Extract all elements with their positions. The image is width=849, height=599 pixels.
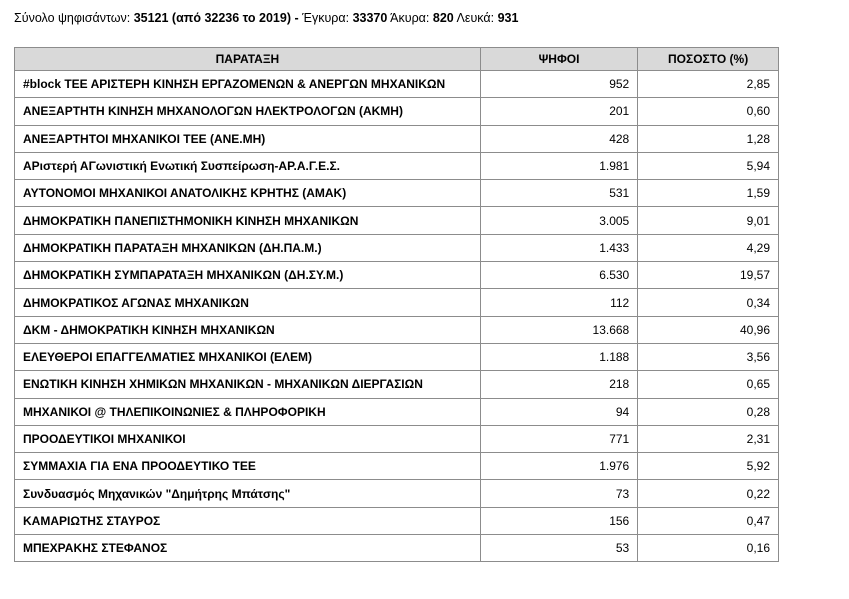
party-cell: ΣΥΜΜΑΧΙΑ ΓΙΑ ΕΝΑ ΠΡΟΟΔΕΥΤΙΚΟ ΤΕΕ xyxy=(15,453,481,480)
table-row xyxy=(15,98,779,125)
votes-cell: 1.433 xyxy=(480,234,637,261)
votes-cell: 53 xyxy=(480,535,637,562)
percent-cell: 0,28 xyxy=(638,398,779,425)
table-row xyxy=(15,480,779,507)
table-row xyxy=(15,71,779,98)
percent-cell: 0,34 xyxy=(638,289,779,316)
party-cell: ΔΗΜΟΚΡΑΤΙΚΗ ΠΑΝΕΠΙΣΤΗΜΟΝΙΚΗ ΚΙΝΗΣΗ ΜΗΧΑΝΙΚΩΝ xyxy=(15,207,481,234)
vote-summary xyxy=(14,10,518,26)
party-cell: ΔΗΜΟΚΡΑΤΙΚΟΣ ΑΓΩΝΑΣ ΜΗΧΑΝΙΚΩΝ xyxy=(15,289,481,316)
table-row xyxy=(15,152,779,179)
percent-cell: 19,57 xyxy=(638,262,779,289)
party-cell: ΑΥΤΟΝΟΜΟΙ ΜΗΧΑΝΙΚΟΙ ΑΝΑΤΟΛΙΚΗΣ ΚΡΗΤΗΣ (ΑΜΑΚ) xyxy=(15,180,481,207)
percent-cell: 0,47 xyxy=(638,507,779,534)
table-row xyxy=(15,207,779,234)
votes-cell: 428 xyxy=(480,125,637,152)
table-row xyxy=(15,180,779,207)
votes-cell: 13.668 xyxy=(480,316,637,343)
percent-cell: 5,94 xyxy=(638,152,779,179)
table-row xyxy=(15,125,779,152)
percent-cell: 40,96 xyxy=(638,316,779,343)
table-row xyxy=(15,535,779,562)
table-row xyxy=(15,453,779,480)
table-row xyxy=(15,425,779,452)
party-cell: ΜΗΧΑΝΙΚΟΙ @ ΤΗΛΕΠΙΚΟΙΝΩΝΙΕΣ & ΠΛΗΡΟΦΟΡΙΚΗ xyxy=(15,398,481,425)
percent-cell: 2,31 xyxy=(638,425,779,452)
party-cell: ΕΛΕΥΘΕΡΟΙ ΕΠΑΓΓΕΛΜΑΤΙΕΣ ΜΗΧΑΝΙΚΟΙ (ΕΛΕΜ) xyxy=(15,343,481,370)
votes-cell: 3.005 xyxy=(480,207,637,234)
voters-value: 35121 (από 32236 το 2019) xyxy=(133,11,291,25)
party-cell: ΠΡΟΟΔΕΥΤΙΚΟΙ ΜΗΧΑΝΙΚΟΙ xyxy=(15,425,481,452)
table-header-row xyxy=(15,48,779,71)
percent-cell: 0,16 xyxy=(638,535,779,562)
votes-cell: 6.530 xyxy=(480,262,637,289)
party-cell: ΕΝΩΤΙΚΗ ΚΙΝΗΣΗ ΧΗΜΙΚΩΝ ΜΗΧΑΝΙΚΩΝ - ΜΗΧΑΝΙΚΩΝ ΔΙΕΡΓΑΣΙΩΝ xyxy=(15,371,481,398)
party-cell: ΔΗΜΟΚΡΑΤΙΚΗ ΠΑΡΑΤΑΞΗ ΜΗΧΑΝΙΚΩΝ (ΔΗ.ΠΑ.Μ.) xyxy=(15,234,481,261)
summary-separator: - xyxy=(294,11,299,25)
percent-cell: 1,28 xyxy=(638,125,779,152)
header-party: ΠΑΡΑΤΑΞΗ xyxy=(15,48,481,71)
votes-cell: 218 xyxy=(480,371,637,398)
percent-cell: 0,60 xyxy=(638,98,779,125)
percent-cell: 2,85 xyxy=(638,71,779,98)
party-cell: ΑΝΕΞΑΡΤΗΤΗ ΚΙΝΗΣΗ ΜΗΧΑΝΟΛΟΓΩΝ ΗΛΕΚΤΡΟΛΟΓΩΝ (ΑΚΜΗ) xyxy=(15,98,481,125)
valid-value: 33370 xyxy=(352,11,388,25)
percent-cell: 4,29 xyxy=(638,234,779,261)
table-row xyxy=(15,371,779,398)
table-body xyxy=(15,71,779,562)
votes-cell: 771 xyxy=(480,425,637,452)
votes-cell: 1.976 xyxy=(480,453,637,480)
percent-cell: 0,65 xyxy=(638,371,779,398)
votes-cell: 73 xyxy=(480,480,637,507)
party-cell: ΜΠΕΧΡΑΚΗΣ ΣΤΕΦΑΝΟΣ xyxy=(15,535,481,562)
votes-cell: 201 xyxy=(480,98,637,125)
votes-cell: 94 xyxy=(480,398,637,425)
votes-cell: 1.981 xyxy=(480,152,637,179)
party-cell: ΑΝΕΞΑΡΤΗΤΟΙ ΜΗΧΑΝΙΚΟΙ ΤΕΕ (ΑΝΕ.ΜΗ) xyxy=(15,125,481,152)
party-cell: #block ΤΕΕ ΑΡΙΣΤΕΡΗ ΚΙΝΗΣΗ ΕΡΓΑΖΟΜΕΝΩΝ & ΑΝΕΡΓΩΝ ΜΗΧΑΝΙΚΩΝ xyxy=(15,71,481,98)
table-row xyxy=(15,289,779,316)
percent-cell: 3,56 xyxy=(638,343,779,370)
percent-cell: 9,01 xyxy=(638,207,779,234)
votes-cell: 952 xyxy=(480,71,637,98)
table-row xyxy=(15,398,779,425)
table-row xyxy=(15,507,779,534)
blank-label: Λευκά: xyxy=(456,11,495,25)
votes-cell: 112 xyxy=(480,289,637,316)
table-row xyxy=(15,234,779,261)
party-cell: ΑΡιστερή ΑΓωνιστική Ενωτική Συσπείρωση-ΑΡ.Α.Γ.Ε.Σ. xyxy=(15,152,481,179)
votes-cell: 531 xyxy=(480,180,637,207)
table-row xyxy=(15,316,779,343)
results-table xyxy=(14,47,779,562)
voters-label: Σύνολο ψηφισάντων: xyxy=(14,11,131,25)
invalid-label: Άκυρα: xyxy=(390,11,430,25)
party-cell: ΔΚΜ - ΔΗΜΟΚΡΑΤΙΚΗ ΚΙΝΗΣΗ ΜΗΧΑΝΙΚΩΝ xyxy=(15,316,481,343)
table-row xyxy=(15,262,779,289)
header-votes: ΨΗΦΟΙ xyxy=(480,48,637,71)
invalid-value: 820 xyxy=(432,11,454,25)
party-cell: ΔΗΜΟΚΡΑΤΙΚΗ ΣΥΜΠΑΡΑΤΑΞΗ ΜΗΧΑΝΙΚΩΝ (ΔΗ.ΣΥ.Μ.) xyxy=(15,262,481,289)
percent-cell: 1,59 xyxy=(638,180,779,207)
votes-cell: 1.188 xyxy=(480,343,637,370)
percent-cell: 5,92 xyxy=(638,453,779,480)
blank-value: 931 xyxy=(497,11,519,25)
percent-cell: 0,22 xyxy=(638,480,779,507)
header-percent: ΠΟΣΟΣΤΟ (%) xyxy=(638,48,779,71)
table-row xyxy=(15,343,779,370)
votes-cell: 156 xyxy=(480,507,637,534)
party-cell: ΚΑΜΑΡΙΩΤΗΣ ΣΤΑΥΡΟΣ xyxy=(15,507,481,534)
valid-label: Έγκυρα: xyxy=(302,11,350,25)
party-cell: Συνδυασμός Μηχανικών "Δημήτρης Μπάτσης" xyxy=(15,480,481,507)
